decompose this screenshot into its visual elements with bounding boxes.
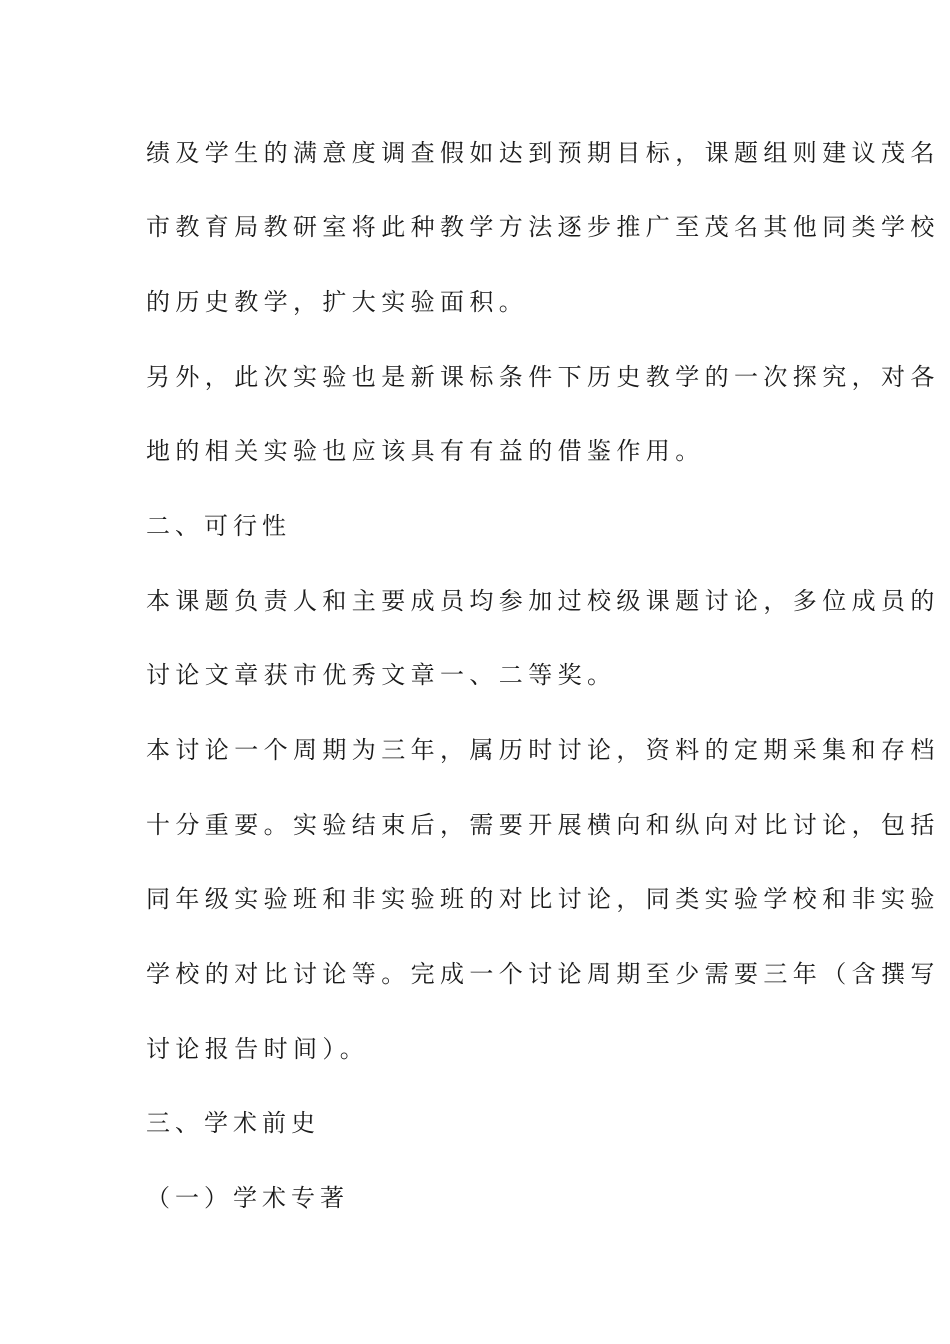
- section-heading: 二、可行性: [146, 512, 291, 540]
- paragraph-line: 讨论文章获市优秀文章一、二等奖。: [146, 661, 617, 689]
- paragraph-line: 地的相关实验也应该具有有益的借鉴作用。: [146, 437, 705, 465]
- paragraph-line: 绩及学生的满意度调查假如达到预期目标，课题组则建议茂名: [146, 139, 940, 167]
- section-heading: 三、学术前史: [146, 1109, 320, 1137]
- paragraph-line: 本讨论一个周期为三年，属历时讨论，资料的定期采集和存档: [146, 736, 940, 764]
- paragraph-line: 市教育局教研室将此种教学方法逐步推广至茂名其他同类学校: [146, 213, 940, 241]
- paragraph-line: 讨论报告时间）。: [146, 1035, 370, 1063]
- paragraph-line: 的历史教学，扩大实验面积。: [146, 288, 529, 316]
- paragraph-line: 另外，此次实验也是新课标条件下历史教学的一次探究，对各: [146, 363, 940, 391]
- paragraph-line: 十分重要。实验结束后，需要开展横向和纵向对比讨论，包括: [146, 811, 940, 839]
- paragraph-line: 同年级实验班和非实验班的对比讨论，同类实验学校和非实验: [146, 885, 940, 913]
- paragraph-line: 学校的对比讨论等。完成一个讨论周期至少需要三年（含撰写: [146, 960, 940, 988]
- subsection-heading: （一）学术专著: [146, 1184, 349, 1212]
- paragraph-line: 本课题负责人和主要成员均参加过校级课题讨论，多位成员的: [146, 587, 940, 615]
